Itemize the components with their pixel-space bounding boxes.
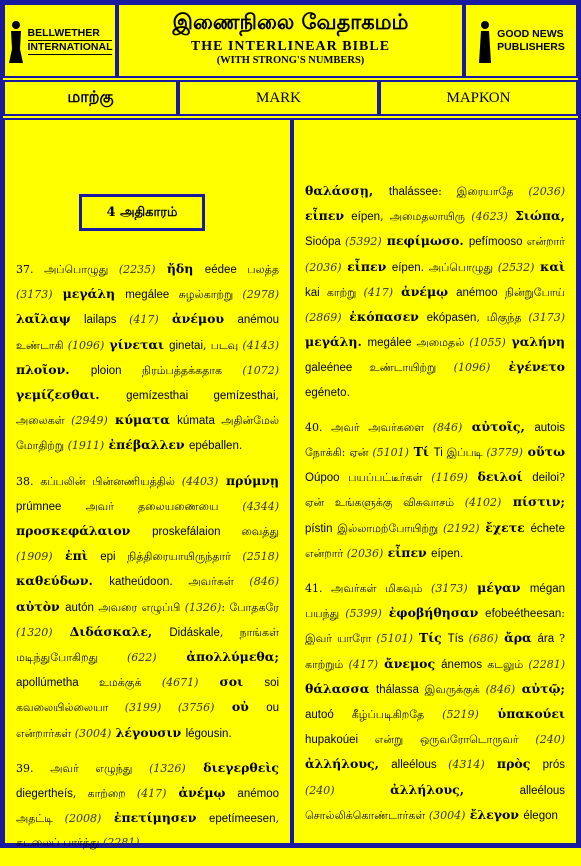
right-column-text [292, 179, 578, 838]
verse-paragraph [16, 257, 279, 459]
strongs-number: (2008) [64, 812, 102, 826]
greek-word: μέγαν [467, 580, 530, 596]
greek-word: ἔχετε [479, 519, 531, 535]
greek-word: ὑπακούει [478, 706, 565, 722]
tamil-text: பயந்து [305, 607, 346, 621]
transliteration: epi [100, 551, 116, 564]
strongs-number: (846) [432, 420, 463, 434]
transliteration: ginetai [169, 339, 203, 352]
strongs-number: (3004) [428, 808, 466, 822]
tamil-text: பலத்த [236, 263, 279, 276]
tamil-text: 40. அவர் அவர்களை [305, 420, 433, 434]
transliteration: eípen [391, 261, 421, 274]
transliteration: galeénee [305, 362, 353, 375]
transliteration: proskefálaion [152, 526, 221, 539]
tamil-text: பயப்பட்டீர்கள் [339, 471, 432, 485]
greek-word: διεγερθεὶς [185, 759, 279, 775]
transliteration: ou [266, 702, 280, 715]
transliteration: eédee [204, 264, 237, 276]
greek-word: εἶπεν [341, 258, 392, 274]
greek-word: πίστιν; [501, 494, 565, 510]
strongs-number: (5101) [376, 632, 413, 646]
strongs-number: (5101) [372, 446, 409, 460]
transliteration: autón [65, 601, 94, 614]
strongs-number: (1909) [16, 550, 53, 564]
strongs-number: (2532) [497, 260, 535, 274]
strongs-number: (2192) [443, 521, 480, 535]
greek-word: λαῖλαψ [16, 311, 84, 327]
title-english: THE INTERLINEAR BIBLE [190, 39, 391, 54]
strongs-number: (4403) [181, 474, 219, 488]
greek-word: αὐτὸν [16, 598, 66, 614]
tamil-text: காற்று [319, 285, 364, 299]
transliteration: Ti [433, 447, 443, 460]
transliteration: alleélous [519, 784, 565, 797]
strongs-number: (1169) [431, 471, 468, 485]
strongs-number: (2036) [346, 546, 384, 560]
greek-word: καθεύδων. [16, 573, 110, 589]
strongs-number: (1320) [16, 625, 53, 639]
strongs-number: (2235) [118, 263, 156, 276]
tamil-text: இவருக்குக் [418, 682, 486, 696]
tamil-text: கடலும் [482, 657, 529, 671]
strongs-number: (5392) [345, 235, 382, 249]
greek-word: αὐτοῖς, [462, 418, 535, 434]
transliteration: megálee [125, 289, 170, 302]
strongs-number: (1911) [67, 439, 105, 453]
strongs-number: (1096) [67, 338, 105, 352]
transliteration: pefímooso [468, 236, 523, 249]
transliteration: autoó [305, 709, 334, 722]
greek-word: ἀνέμῳ [393, 283, 457, 299]
verse-paragraph [305, 415, 565, 566]
strongs-number: (4143) [242, 338, 279, 352]
transliteration: eípen [351, 211, 381, 224]
greek-word: γεμίζεσθαι. [16, 387, 127, 403]
bellwether-logo [3, 3, 117, 78]
tamil-text: என்றார் [522, 235, 565, 249]
greek-word: εἶπεν [305, 208, 352, 224]
tamil-text: , மிகுந்த [476, 311, 529, 325]
strongs-number: (4344) [242, 499, 279, 513]
greek-word: εἶπεν [383, 544, 432, 560]
strongs-number: (2518) [242, 550, 279, 564]
transliteration: alleélous [391, 759, 437, 772]
tamil-text: . [346, 385, 351, 399]
transliteration: ára [537, 633, 555, 646]
transliteration: autois [534, 421, 565, 434]
strongs-number: (417) [363, 285, 394, 299]
strongs-number: (2869) [305, 311, 342, 325]
transliteration: Tís [447, 633, 464, 646]
tamil-text: ? ஏன் உங்களுக்கு விசுவாசம் [305, 471, 566, 510]
greek-word: καὶ [534, 258, 566, 274]
tamil-text: அதட்டி [16, 812, 65, 826]
transliteration: ánemos [441, 658, 483, 671]
tamil-text: 41. அவர்கள் மிகவும் [305, 582, 432, 596]
strongs-number: (2281) [528, 657, 565, 671]
book-name-tamil: மாற்கு [3, 80, 178, 116]
transliteration: prós [542, 759, 565, 772]
strongs-number: (686) [468, 632, 499, 646]
greek-word: σοι [198, 674, 265, 690]
greek-word: ἀλλήλους, [305, 756, 392, 772]
strongs-number: (240) [305, 783, 335, 797]
greek-word: μεγάλη [52, 286, 126, 302]
transliteration: eípen [431, 547, 460, 560]
strongs-number: (5219) [442, 708, 479, 722]
greek-word: Σιώπα, [507, 208, 565, 224]
transliteration: ploion [90, 364, 122, 377]
transliteration: deiloi [532, 472, 560, 485]
greek-word: πρύμνῃ [218, 472, 279, 488]
strongs-number: (417) [129, 313, 159, 327]
greek-word: οὕτω [522, 444, 565, 460]
tamil-text: அவர் தலையணையை [61, 499, 243, 513]
strongs-number: (3173) [16, 288, 53, 302]
transliteration: apollúmetha [16, 677, 79, 690]
transliteration: kai [305, 286, 320, 299]
tamil-text: 38. கப்பலின் பின்னணியத்தில் [16, 474, 182, 488]
tamil-text: : போதகரே [221, 600, 279, 614]
greek-word: ἐγένετο [490, 359, 565, 375]
strongs-number: (2978) [242, 288, 279, 302]
verse-paragraph [305, 179, 565, 405]
transliteration: thálassa [376, 683, 419, 696]
tamil-text: இல்லாமற்போயிற்று [332, 521, 443, 535]
transliteration: lailaps [83, 314, 117, 327]
title-subtitle: (WITH STRONG'S NUMBERS) [216, 55, 365, 66]
tamil-text: , கடலைப் பார்த்து [16, 812, 279, 850]
transliteration: epetímeesen [208, 813, 276, 826]
greek-word: πεφίμωσο. [381, 233, 469, 249]
strongs-number: (3199) [124, 701, 162, 715]
greek-word: ἀνέμῳ [166, 785, 238, 801]
tamil-text: . அவர்கள் [169, 575, 250, 589]
tamil-text: : இவர் யாரோ [305, 607, 565, 646]
strongs-number: (846) [485, 682, 516, 696]
transliteration: thalássee [388, 186, 439, 198]
tamil-text: நித்திரையாயிருந்தார் [115, 550, 243, 564]
tamil-text: கீழ்ப்படிகிறதே [333, 708, 443, 722]
transliteration: ekópasen [426, 312, 477, 325]
tamil-text: , நாங்கள் மடிந்துபோகிறது [16, 625, 279, 665]
greek-word: πρὸς [484, 756, 543, 772]
greek-word: θάλασσα [305, 680, 377, 696]
transliteration: katheúdoon [109, 576, 170, 589]
greek-word: ἄνεμος [378, 655, 442, 671]
strongs-number: (417) [348, 657, 379, 671]
greek-word: ἐπετίμησεν [101, 810, 209, 826]
strongs-number: (4671) [161, 676, 199, 690]
tamil-text: சுழல்காற்று [169, 288, 243, 302]
greek-word: λέγουσιν [111, 724, 186, 740]
strongs-number: (2949) [71, 414, 108, 428]
tamil-text: ? காற்றும் [305, 632, 566, 671]
greek-word: γίνεται [104, 336, 170, 352]
tamil-text: அவரை எழுப்பி [93, 600, 185, 614]
strongs-number: (3756) [177, 701, 215, 715]
verse-paragraph [16, 469, 279, 746]
tamil-text: என்றார்கள் [16, 726, 75, 740]
greek-word: προσκεφάλαιον [16, 523, 153, 539]
tamil-text: , படவு [203, 338, 243, 352]
tamil-text: என்றார் [305, 546, 347, 560]
transliteration: kúmata [177, 415, 215, 428]
chapter-heading: 4 அதிகாரம் [79, 194, 205, 231]
book-name-english: MARK [178, 80, 379, 116]
transliteration: anémoo [237, 788, 279, 801]
greek-word: Τίς [412, 630, 448, 646]
strongs-number: (1072) [242, 363, 279, 377]
tamil-text: . [459, 546, 464, 560]
tamil-text: கவலையில்லையா [16, 701, 125, 715]
tamil-text: 39. அவர் எழுந்து [16, 761, 150, 775]
figure-icon [477, 19, 493, 63]
tamil-text: . [238, 439, 243, 453]
greek-word: ἀνέμου [158, 311, 238, 327]
transliteration: Didáskale [169, 626, 220, 639]
tamil-text: உண்டாகி [16, 338, 68, 352]
greek-word: πλοῖον. [16, 361, 91, 377]
tamil-text [437, 758, 448, 771]
greek-word: ἀλλήλους, [334, 781, 520, 797]
tamil-text: , அலைகள் [16, 389, 279, 428]
greek-word: δειλοί [467, 469, 533, 485]
tamil-text [161, 701, 178, 714]
tamil-text: இப்படி [442, 446, 487, 460]
tamil-text: . அப்பொழுது [420, 260, 498, 274]
tamil-text: நின்றுபோய் [497, 285, 565, 299]
strongs-number: (2281) [102, 836, 140, 850]
tamil-text: நோக்கி: ஏன் [305, 446, 373, 460]
greek-word: οὐ [214, 699, 267, 715]
book-name-greek: ΜΑΡΚΟΝ [379, 80, 578, 116]
strongs-number: (5399) [345, 607, 382, 621]
title-tamil: இணைநிலை வேதாகமம் [172, 9, 409, 34]
transliteration: anémoo [456, 286, 498, 299]
strongs-number: (3173) [431, 582, 468, 596]
tamil-text: நிரம்பத்தக்கதாக [121, 363, 243, 377]
greek-word: κύματα [107, 412, 178, 428]
figure-icon [8, 19, 24, 63]
greek-word: Τί [408, 444, 434, 460]
tamil-text: . [228, 726, 232, 740]
verse-paragraph [305, 576, 565, 828]
transliteration: échete [530, 522, 565, 535]
greek-word: ἀπολλύμεθα; [156, 649, 279, 665]
greek-word: αὐτῷ; [515, 680, 566, 696]
greek-word: ἔλεγον [465, 806, 524, 822]
transliteration: gemízesthai gemízesthai [126, 390, 276, 403]
left-column-text [3, 257, 292, 866]
strongs-number: (3173) [528, 311, 565, 325]
transliteration: Sioópa [305, 236, 341, 249]
greek-word: ἤδη [155, 261, 205, 276]
strongs-number: (4314) [448, 758, 485, 772]
greek-word: γαλήνη [505, 334, 565, 350]
transliteration: mégan [529, 583, 566, 596]
strongs-number: (3779) [486, 446, 523, 460]
greek-word: μεγάλη. [305, 334, 368, 350]
transliteration: Oúpoo [305, 472, 340, 485]
tamil-text [117, 313, 130, 326]
good-news-logo-text: GOOD NEWS PUBLISHERS [497, 27, 565, 53]
greek-word: ἄρα [498, 630, 538, 646]
title-block [117, 3, 464, 78]
transliteration: efobeétheesan [485, 608, 562, 621]
tamil-text: : இரையாதே [438, 185, 529, 198]
transliteration: egéneto [305, 386, 347, 399]
strongs-number: (2036) [305, 260, 342, 274]
strongs-number: (3004) [74, 726, 112, 740]
good-news-logo [464, 3, 578, 78]
tamil-text: , அமைதலாயிரு [380, 210, 472, 224]
greek-word: θαλάσσῃ, [305, 183, 389, 198]
strongs-number: (2036) [528, 185, 565, 198]
strongs-number: (1326) [149, 761, 186, 775]
tamil-text: அமைதல் [411, 336, 470, 350]
strongs-number: (1096) [453, 361, 491, 375]
transliteration: pístin [305, 522, 333, 535]
verse-paragraph [16, 756, 279, 856]
greek-word: ἐπέβαλλεν [104, 437, 189, 453]
tamil-text: உமக்குக் [78, 676, 162, 690]
tamil-text: அதின்மேல் மோதிற்று [16, 414, 279, 453]
transliteration: anémou [237, 314, 280, 327]
greek-word: Διδάσκαλε, [52, 623, 170, 639]
bellwether-logo-text: BELLWETHER INTERNATIONAL [27, 26, 113, 53]
tamil-text: உண்டாயிற்று [352, 361, 454, 375]
greek-word: ἐφοβήθησαν [381, 605, 486, 621]
transliteration: légousin [185, 727, 229, 740]
strongs-number: (622) [126, 651, 157, 665]
strongs-number: (1055) [469, 336, 506, 350]
tamil-text: என்று ஒருவரோடொருவர் [358, 733, 536, 747]
tamil-text: , காற்றை [72, 787, 137, 801]
greek-word: ἐπὶ [52, 548, 101, 564]
greek-word: ἐκόπασεν [341, 309, 427, 325]
transliteration: epéballen [188, 440, 239, 453]
transliteration: élegon [523, 809, 558, 822]
strongs-number: (4623) [471, 210, 508, 224]
strongs-number: (417) [136, 787, 167, 801]
transliteration: megálee [367, 337, 412, 350]
transliteration: diegertheís [16, 788, 73, 801]
strongs-number: (1326) [184, 600, 222, 614]
tamil-text: சொல்லிக்கொண்டார்கள் [305, 808, 429, 822]
transliteration: soi [264, 677, 280, 690]
transliteration: hupakoúei [305, 734, 359, 747]
strongs-number: (240) [535, 733, 565, 747]
tamil-text: வைத்து [220, 525, 279, 539]
transliteration: prúmnee [16, 500, 62, 513]
strongs-number: (846) [249, 575, 279, 589]
tamil-text: 37. அப்பொழுது [16, 263, 119, 276]
strongs-number: (4102) [464, 496, 502, 510]
